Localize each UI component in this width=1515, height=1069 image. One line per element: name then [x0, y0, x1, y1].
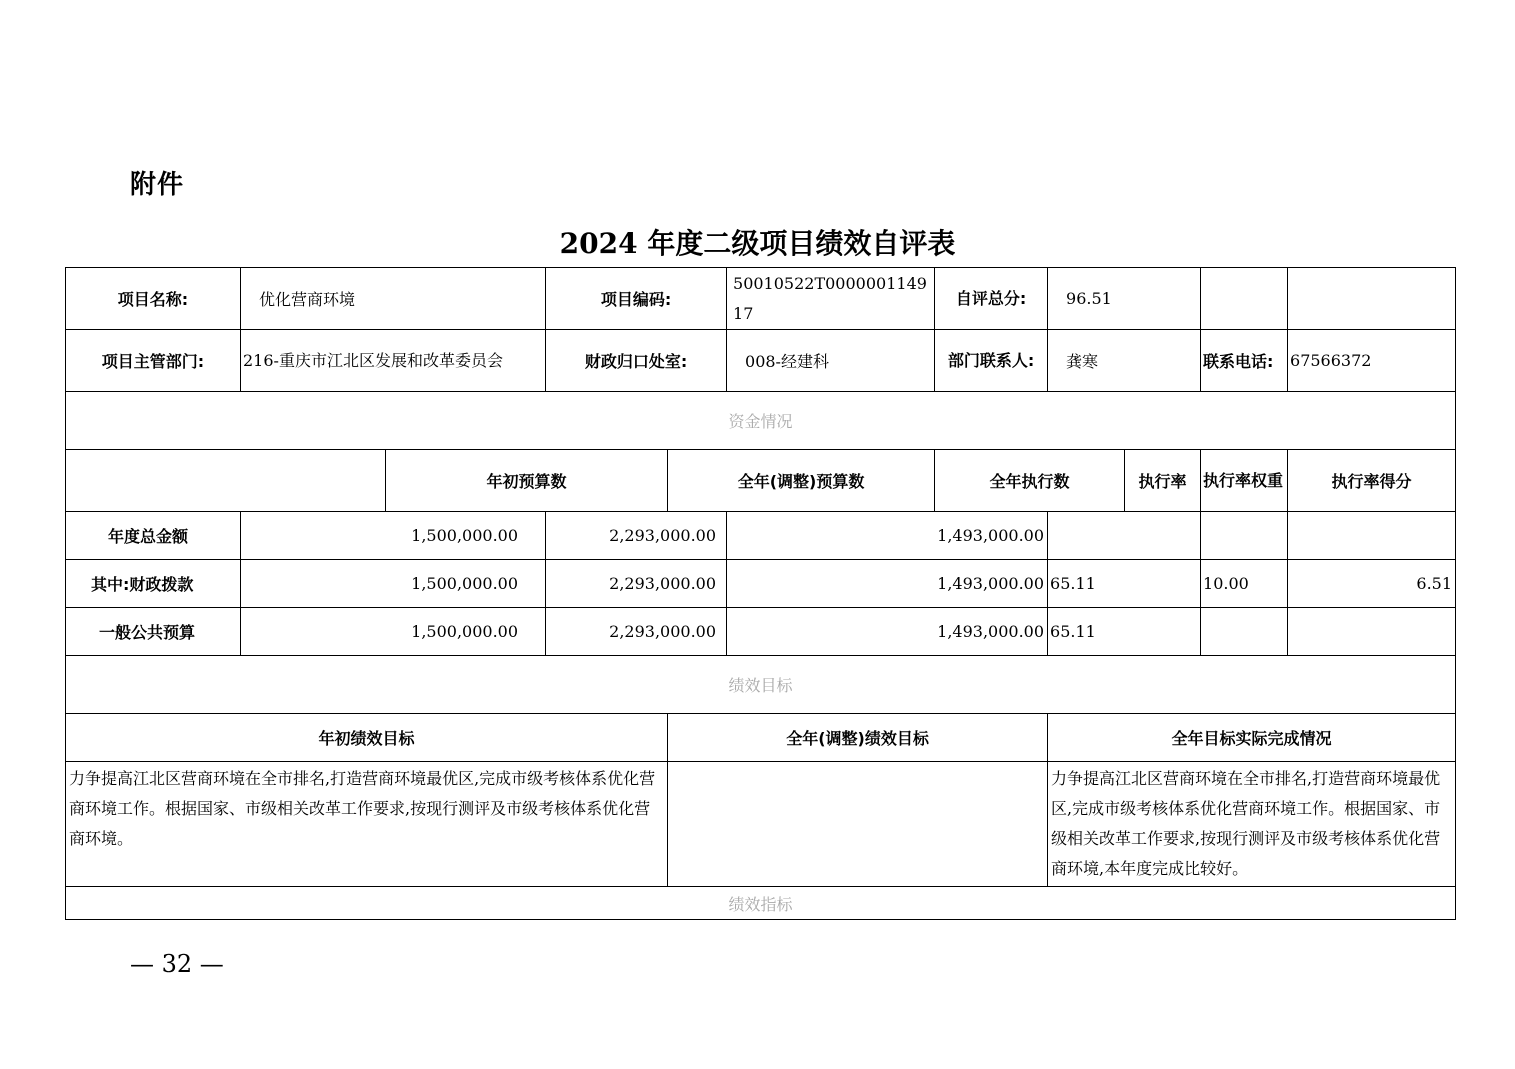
weight-cell [1201, 512, 1288, 560]
rate-cell [1048, 512, 1201, 560]
executed-cell: 1,493,000.00 [727, 512, 1048, 560]
adjusted-goal-text [668, 762, 1048, 887]
rate-cell: 65.11 [1048, 560, 1201, 608]
weight-cell [1201, 608, 1288, 656]
row-label: 年度总金额 [66, 512, 241, 560]
executed-cell: 1,493,000.00 [727, 560, 1048, 608]
row-label: 其中:财政拨款 [66, 560, 241, 608]
phone-label: 联系电话: [1201, 330, 1288, 392]
initial-budget-cell: 1,500,000.00 [241, 512, 546, 560]
row-label: 一般公共预算 [66, 608, 241, 656]
page-title: 2024 年度二级项目绩效自评表 [559, 227, 956, 260]
dept-label: 项目主管部门: [66, 330, 241, 392]
adjusted-budget-cell: 2,293,000.00 [546, 608, 727, 656]
empty-cell [1201, 268, 1288, 330]
header-adjusted-goal: 全年(调整)绩效目标 [668, 714, 1048, 762]
executed-cell: 1,493,000.00 [727, 608, 1048, 656]
project-code: 500105​22T00000011491​7 [727, 268, 935, 330]
self-score-label: 自评总分: [935, 268, 1048, 330]
attachment-label: 附件 [130, 170, 185, 200]
project-code-label: 项目编码: [546, 268, 727, 330]
finance-office-value: 008-经建科 [727, 330, 935, 392]
dept-value: 216-重庆市江北区发展和改革委员会 [241, 330, 546, 392]
actual-completion-text: 力争提高江北区营商环境在全市排名,打造营商环境最优区,完成市级考核体系优化营商环境工作。根据国家、市级相关改革工作要求,按现行测评及市级考核体系优化营商环境,本年度完成比较好。 [1048, 762, 1456, 887]
project-name: 优化营商环境 [241, 268, 546, 330]
empty-cell [1288, 268, 1456, 330]
header-initial-budget: 年初预算数 [386, 450, 668, 512]
initial-budget-cell: 1,500,000.00 [241, 560, 546, 608]
header-exec-rate: 执行率 [1125, 450, 1201, 512]
initial-goal-text: 力争提高江北区营商环境在全市排名,打造营商环境最优区,完成市级考核体系优化营商环境工作。根据国家、市级相关改革工作要求,按现行测评及市级考核体系优化营商环境。 [66, 762, 668, 887]
header-adjusted-budget: 全年(调整)预算数 [668, 450, 935, 512]
score-cell: 6.51 [1288, 560, 1456, 608]
phone-value: 67566372 [1288, 330, 1456, 392]
table-row [66, 560, 1456, 608]
contact-value: 龚寒 [1048, 330, 1201, 392]
header-rate-weight: 执行率权重 [1201, 450, 1288, 512]
empty-cell [66, 450, 386, 512]
evaluation-table [65, 267, 1456, 920]
table-row [66, 512, 1456, 560]
funds-section-title: 资金情况 [66, 392, 1456, 450]
goals-section-title: 绩效目标 [66, 656, 1456, 714]
initial-budget-cell: 1,500,000.00 [241, 608, 546, 656]
indicators-section-title: 绩效指标 [66, 887, 1456, 920]
header-actual-completion: 全年目标实际完成情况 [1048, 714, 1456, 762]
header-executed: 全年执行数 [935, 450, 1125, 512]
page-number: — 32 — [130, 950, 224, 978]
self-score: 96.51 [1048, 268, 1201, 330]
table-row [66, 608, 1456, 656]
weight-cell: 10.00 [1201, 560, 1288, 608]
adjusted-budget-cell: 2,293,000.00 [546, 512, 727, 560]
score-cell [1288, 608, 1456, 656]
adjusted-budget-cell: 2,293,000.00 [546, 560, 727, 608]
score-cell [1288, 512, 1456, 560]
header-initial-goal: 年初绩效目标 [66, 714, 668, 762]
finance-office-label: 财政归口处室: [546, 330, 727, 392]
header-rate-score: 执行率得分 [1288, 450, 1456, 512]
project-name-label: 项目名称: [66, 268, 241, 330]
rate-cell: 65.11 [1048, 608, 1201, 656]
contact-label: 部门联系人: [935, 330, 1048, 392]
